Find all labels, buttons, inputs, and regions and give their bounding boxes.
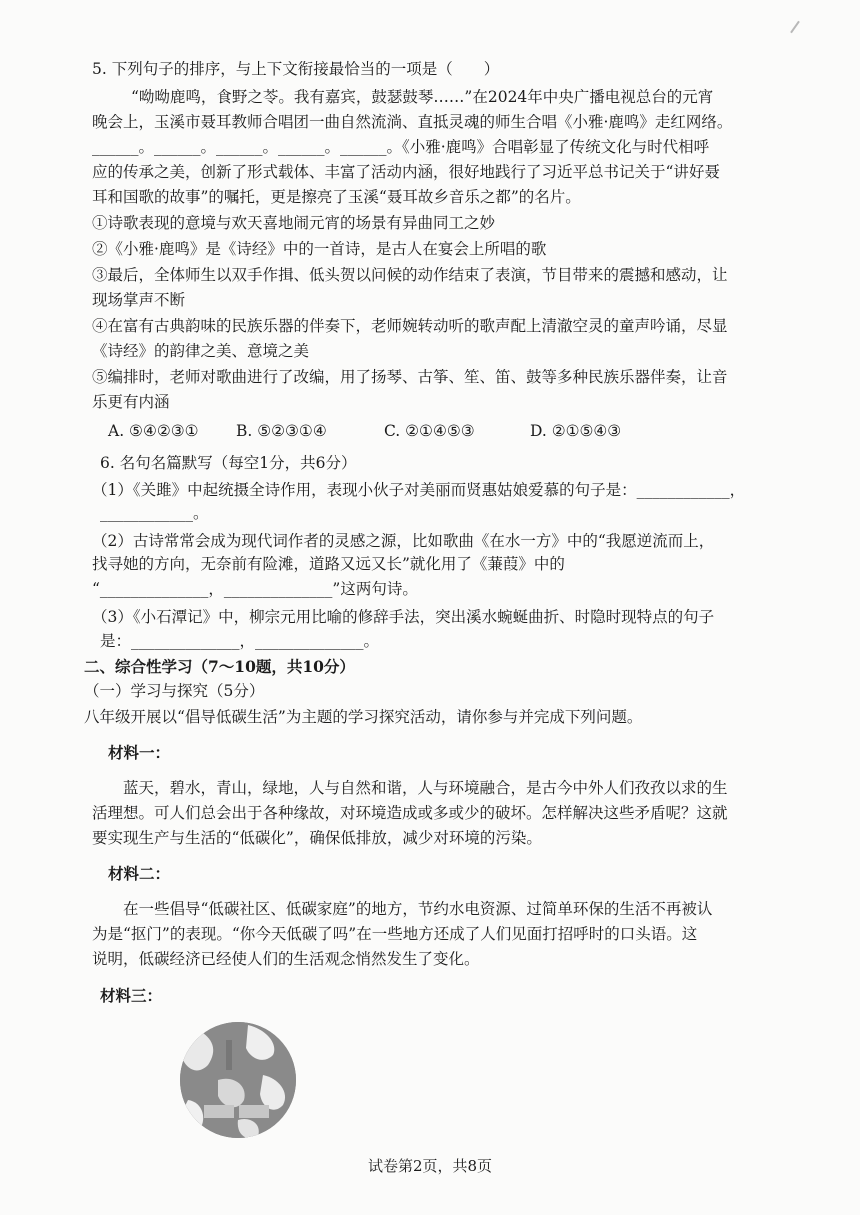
q5-passage-line: “呦呦鹿鸣，食野之苓。我有嘉宾，鼓瑟鼓琴……”在2024年中央广播电视总台的元宵 — [100, 88, 714, 106]
q5-item: 《诗经》的韵律之美、意境之美 — [92, 342, 310, 360]
q5-passage-line: 耳和国歌的故事”的嘱托，更是擦亮了玉溪“聂耳故乡音乐之都”的名片。 — [92, 188, 581, 206]
q5-option-a: A. ⑤④②③① — [108, 422, 199, 440]
q5-item: ①诗歌表现的意境与欢天喜地闹元宵的场景有异曲同工之妙 — [92, 214, 496, 232]
q5-passage-line: 应的传承之美，创新了形式载体、丰富了活动内涵，很好地践行了习近平总书记关于“讲好聂 — [92, 163, 720, 181]
q6-part3-blank: 是：______________，______________。 — [100, 632, 380, 650]
section-title: 二、综合性学习（7～10题，共10分） — [84, 657, 355, 676]
image-caption-placeholder — [204, 1103, 274, 1122]
corner-scan-mark — [790, 21, 800, 34]
q5-item: ⑤编排时，老师对歌曲进行了改编，用了扬琴、古筝、笙、笛、鼓等多种民族乐器伴奏，让音 — [92, 368, 728, 386]
q6-stem: 6. 名句名篇默写（每空1分，共6分） — [100, 454, 357, 472]
material-2-line: 说明，低碳经济已经使人们的生活观念悄然发生了变化。 — [92, 950, 480, 968]
material-1-line: 要实现生产与生活的“低碳化”，确保低排放，减少对环境的污染。 — [92, 829, 542, 847]
q6-part1-blank: ____________。 — [100, 504, 209, 522]
q5-option-d: D. ②①⑤④③ — [530, 422, 622, 440]
material-2-line: 为是“抠门”的表现。“你今天低碳了吗”在一些地方还成了人们见面打招呼时的口头语。这 — [92, 925, 698, 943]
subsection-title: （一）学习与探究（5分） — [84, 682, 265, 700]
q5-item: 现场掌声不断 — [92, 291, 186, 309]
q5-stem: 5. 下列句子的排序，与上下文衔接最恰当的一项是（ ） — [92, 60, 500, 78]
material-2-line: 在一些倡导“低碳社区、低碳家庭”的地方，节约水电资源、过简单环保的生活不再被认 — [92, 900, 713, 918]
material-1-line: 活理想。可人们总会出于各种缘故，对环境造成或多或少的破坏。怎样解决这些矛盾呢？这就 — [92, 804, 728, 822]
q6-part3: （3）《小石潭记》中，柳宗元用比喻的修辞手法，突出溪水蜿蜒曲折、时隐时现特点的句子 — [92, 608, 715, 626]
q6-part2: （2）古诗常常会成为现代词作者的灵感之源，比如歌曲《在水一方》中的“我愿逆流而上， — [92, 532, 715, 550]
q6-part2: 找寻她的方向，无奈前有险滩，道路又远又长”就化用了《蒹葭》中的 — [92, 555, 565, 573]
material-2-label: 材料二： — [108, 864, 171, 883]
q5-passage-line: ______。______。______。______。______。《小雅·鹿鸣》合唱彰显了传统文化与时代相呼 — [92, 138, 710, 156]
q6-part2-blank: “______________，______________”这两句诗。 — [92, 580, 418, 598]
low-carbon-logo-image — [178, 1020, 298, 1140]
activity-intro: 八年级开展以“倡导低碳生活”为主题的学习探究活动，请你参与并完成下列问题。 — [84, 708, 643, 726]
q5-item: ②《小雅·鹿鸣》是《诗经》中的一首诗，是古人在宴会上所唱的歌 — [92, 240, 547, 258]
q5-item: ④在富有古典韵味的民族乐器的伴奏下，老师婉转动听的歌声配上清澈空灵的童声吟诵，尽显 — [92, 317, 728, 335]
q6-part1: （1）《关雎》中起统摄全诗作用，表现小伙子对美丽而贤惠姑娘爱慕的句子是：____________， — [92, 481, 746, 499]
page-footer: 试卷第2页，共8页 — [367, 1157, 493, 1175]
q5-option-b: B. ⑤②③①④ — [236, 422, 327, 440]
q5-option-c: C. ②①④⑤③ — [384, 422, 475, 440]
material-1-label: 材料一： — [108, 743, 171, 762]
material-1-line: 蓝天，碧水，青山，绿地，人与自然和谐，人与环境融合，是古今中外人们孜孜以求的生 — [92, 779, 728, 797]
q5-item: ③最后，全体师生以双手作揖、低头贺以问候的动作结束了表演，节目带来的震撼和感动，让 — [92, 266, 728, 284]
q5-passage-line: 晚会上，玉溪市聂耳教师合唱团一曲自然流淌、直抵灵魂的师生合唱《小雅·鹿鸣》走红网络。 — [92, 113, 733, 131]
q5-item: 乐更有内涵 — [92, 393, 170, 411]
material-3-label: 材料三： — [100, 986, 163, 1005]
